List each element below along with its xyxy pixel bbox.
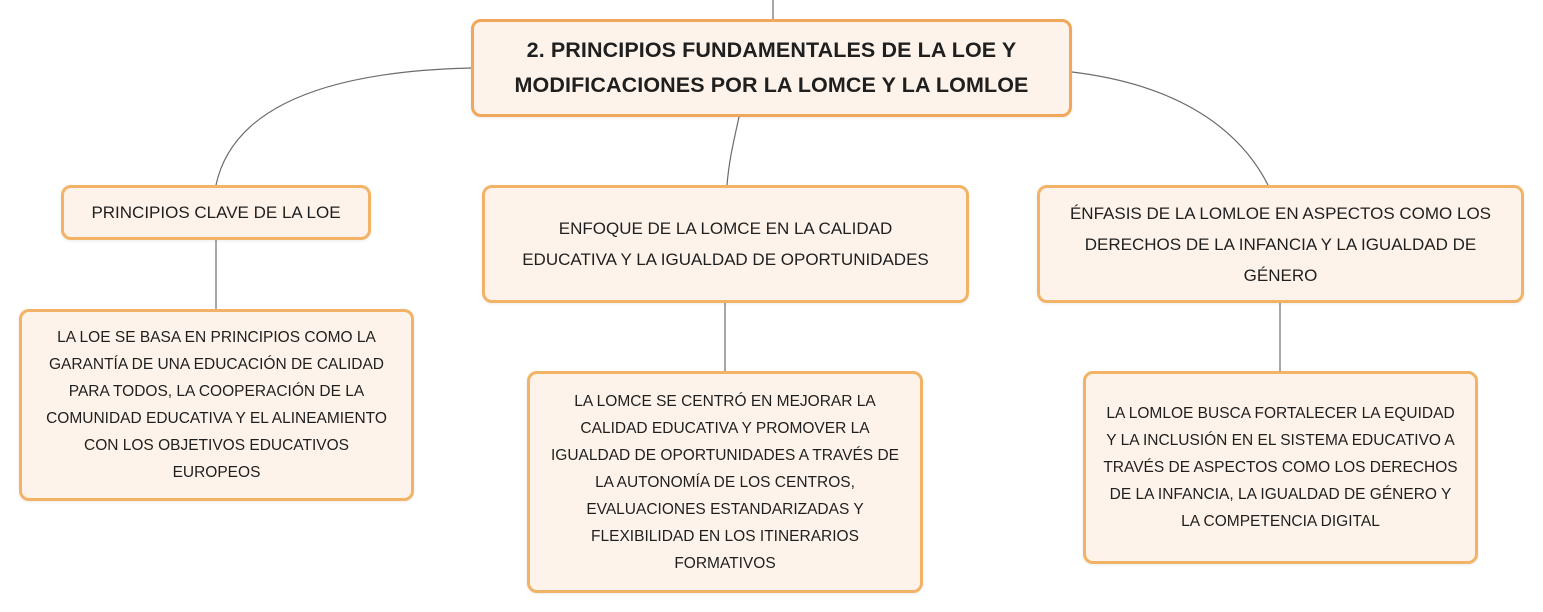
detail-loe-principios-text: LA LOE SE BASA EN PRINCIPIOS COMO LA GARANTÍA DE UNA EDUCACIÓN DE CALIDAD PARA TODOS, LA COOPERACIÓN DE LA COMUNIDAD EDUCATIVA Y EL ALINEAMIENTO CON LOS OBJETIVOS EDUCATIVOS EUROPEOS (46, 329, 387, 481)
topic-enfoque-lomce-text: ENFOQUE DE LA LOMCE EN LA CALIDAD EDUCATIVA Y LA IGUALDAD DE OPORTUNIDADES (522, 219, 929, 269)
topic-enfasis-lomloe-text: ÉNFASIS DE LA LOMLOE EN ASPECTOS COMO LOS DERECHOS DE LA INFANCIA Y LA IGUALDAD DE GÉNERO (1069, 203, 1492, 285)
topic-principios-clave-loe[interactable] (61, 185, 371, 240)
topic-principios-clave-loe-text: PRINCIPIOS CLAVE DE LA LOE (91, 203, 341, 222)
detail-lomce-calidad-text: LA LOMCE SE CENTRÓ EN MEJORAR LA CALIDAD EDUCATIVA Y PROMOVER LA IGUALDAD DE OPORTUNIDADES A TRAVÉS DE LA AUTONOMÍA DE LOS CENTROS, EVALUACIONES ESTANDARIZADAS Y FLEXIBILIDAD EN LOS ITINERARIOS FORMATIVOS (551, 392, 899, 572)
detail-loe-principios[interactable] (19, 309, 414, 501)
detail-lomloe-equidad-text: LA LOMLOE BUSCA FORTALECER LA EQUIDAD Y LA INCLUSIÓN EN EL SISTEMA EDUCATIVO A TRAVÉS DE ASPECTOS COMO LOS DERECHOS DE LA INFANCIA, LA IGUALDAD DE GÉNERO Y LA COMPETENCIA DIGITAL (1103, 405, 1458, 530)
connector-root-to-lomce (727, 117, 739, 185)
topic-enfasis-lomloe[interactable] (1037, 185, 1524, 303)
root-node-text: 2. PRINCIPIOS FUNDAMENTALES DE LA LOE Y MODIFICACIONES POR LA LOMCE Y LA LOMLOE (514, 38, 1029, 97)
connector-root-to-principios (216, 68, 471, 185)
root-node[interactable] (471, 19, 1072, 117)
detail-lomloe-equidad[interactable] (1083, 371, 1478, 564)
detail-lomce-calidad[interactable] (527, 371, 923, 593)
topic-enfoque-lomce[interactable] (482, 185, 969, 303)
connector-root-to-lomloe (1072, 72, 1268, 185)
